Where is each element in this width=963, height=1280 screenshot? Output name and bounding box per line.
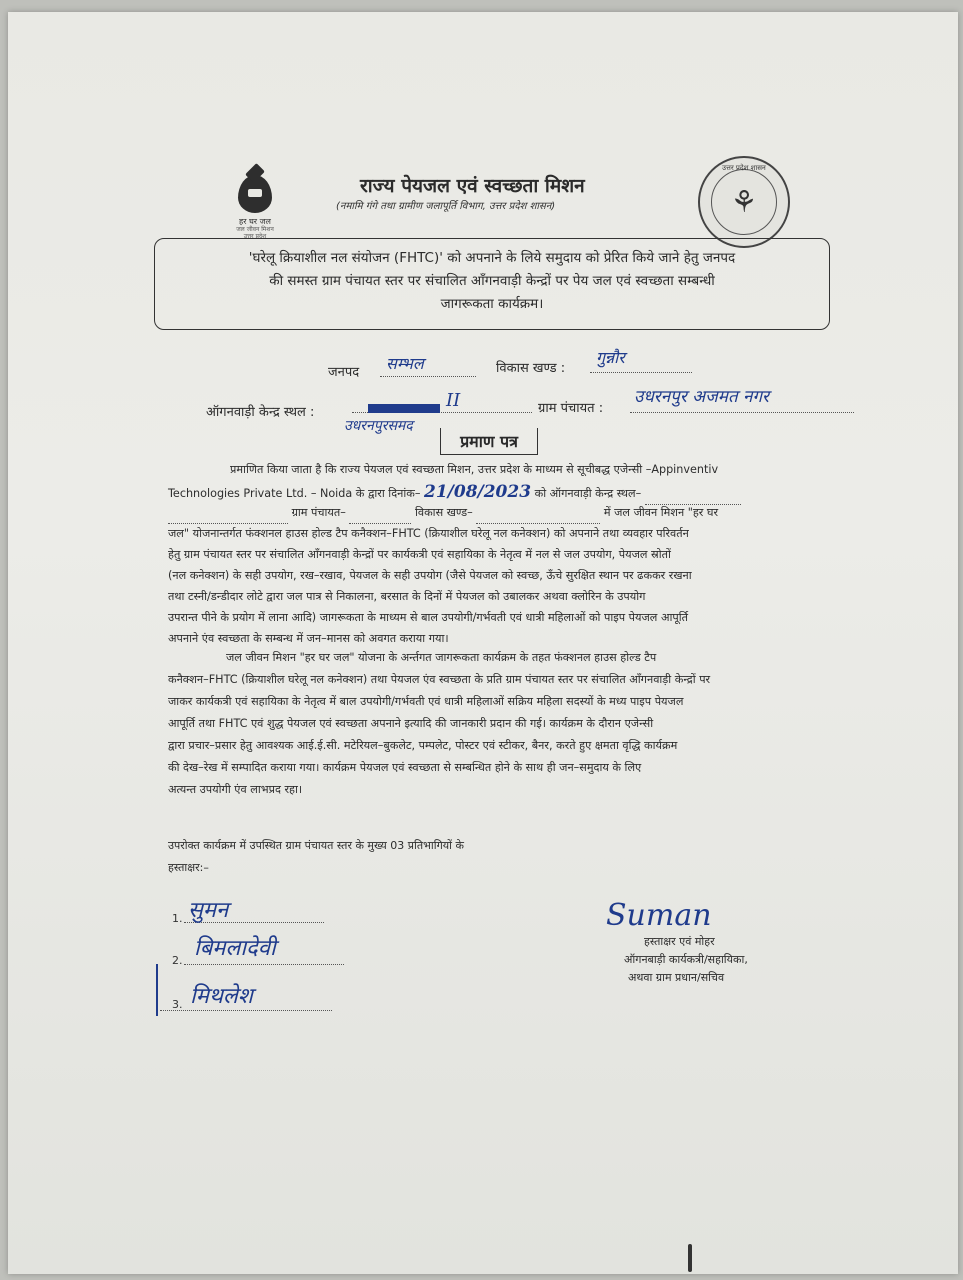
para1-line-5: हेतु ग्राम पंचायत स्तर पर संचालित आँगनवाड़ी केन्द्रों पर कार्यकत्री एवं सहायिका के नेतृत्व में नल से जल उपयोग, पेयजल स्रोतों bbox=[168, 548, 671, 561]
para2-line-4: आपूर्ति तथा FHTC एवं शुद्ध पेयजल एवं स्वच्छता अपनाने इत्यादि की जानकारी प्रदान की गई। कार्यक्रम के दौरान एजेन्सी bbox=[168, 717, 654, 730]
para1-line-3a: ग्राम पंचायत– bbox=[291, 506, 346, 519]
gram-panchayat-value: उधरनपुर अजमत नगर bbox=[634, 387, 769, 407]
para1-line-6: (नल कनेक्शन) के सही उपयोग, रख–रखाव, पेयजल के सही उपयोग (जैसे पेयजल को स्वच्छ, ऊँचे सुरक्षित स्थान पर ढककर रखना bbox=[168, 569, 692, 582]
para1-line-9: अपनाने एंव स्वच्छता के सम्बन्ध में जन–मानस को अवगत कराया गया। bbox=[168, 632, 449, 645]
logo-subtext-1: जल जीवन मिशन bbox=[236, 226, 274, 233]
authority-signature: Suman bbox=[606, 898, 712, 933]
participant-2-signature: बिमलादेवी bbox=[194, 936, 276, 961]
organization-subtitle: (नमामि गंगे तथा ग्रामीण जलापूर्ति विभाग, उत्तर प्रदेश शासन) bbox=[336, 201, 556, 212]
participant-2-number: 2. bbox=[172, 954, 183, 967]
para1-line-7: तथा टस्नी/डन्डीदार लोटे द्वारा जल पात्र से निकालना, बरसात के दिनों में पेयजल को उबालकर अथवा क्लोरिन के उपयोग bbox=[168, 590, 646, 603]
emblem-icon: ⚘ bbox=[711, 169, 777, 235]
para1-line-3b: विकास खण्ड– bbox=[414, 506, 473, 519]
vikas-khand-value: गुन्नौर bbox=[596, 348, 625, 367]
logo-subtext-2: उत्तर प्रदेश bbox=[243, 233, 267, 240]
sign-and-seal-label: हस्ताक्षर एवं मोहर bbox=[644, 935, 715, 948]
logo-text: हर घर जल bbox=[239, 217, 271, 226]
har-ghar-jal-logo bbox=[220, 175, 290, 247]
para2-line-6: की देख–रेख में सम्पादित कराया गया। कार्यक्रम पेयजल एवं स्वच्छता से सम्बन्धित होने के साथ ही जन–समुदाय के लिए bbox=[168, 761, 642, 774]
water-drop-icon bbox=[238, 175, 272, 213]
page-mark bbox=[688, 1244, 692, 1272]
blank-line-2 bbox=[349, 511, 411, 524]
gram-panchayat-label: ग्राम पंचायत : bbox=[538, 401, 604, 416]
participant-3-signature: मिथलेश bbox=[190, 984, 253, 1009]
scratched-out-text bbox=[368, 404, 440, 413]
anganwadi-label: ऑगनवाड़ी केन्द्र स्थल : bbox=[206, 405, 315, 420]
janpad-value: सम्भल bbox=[386, 354, 424, 373]
participants-intro: उपरोक्त कार्यक्रम में उपस्थित ग्राम पंचायत स्तर के मुख्य 03 प्रतिभागियों के bbox=[168, 839, 464, 852]
up-government-seal bbox=[698, 156, 790, 248]
signature-bracket bbox=[156, 964, 158, 1016]
para2-line-2: कनैक्शन–FHTC (क्रियाशील घरेलू नल कनेक्शन) तथा पेयजल एंव स्वच्छता के प्रति ग्राम पंचायत स्तर पर संचालित आँगनवाड़ी केन्द्रों पर bbox=[168, 673, 711, 686]
para2-line-1: जल जीवन मिशन "हर घर जल" योजना के अर्न्तगत जागरूकता कार्यक्रम के तहत फंक्शनल हाउस होल्ड टैप bbox=[226, 651, 657, 664]
para1-line-8: उपरान्त पीने के प्रयोग में लाना आदि) जागरूकता के माध्यम से बाल उपयोगी/गर्भवती एवं धात्री महिलाओं को पाइप पेयजल आपूर्ति bbox=[168, 611, 689, 624]
para1-line-2b: को ऑगनवाड़ी केन्द्र स्थल– bbox=[534, 487, 642, 500]
anganwadi-value: II bbox=[446, 390, 461, 411]
para1-line-3 bbox=[168, 503, 858, 524]
para2-line-5: द्वारा प्रचार–प्रसार हेतु आवश्यक आई.ई.सी. मटेरियल–बुकलेट, पम्पलेट, पोस्टर एवं स्टीकर, बैनर, करते हुए क्षमता वृद्धि कार्यक्रम bbox=[168, 739, 678, 752]
para2-line-7: अत्यन्त उपयोगी एंव लाभप्रद रहा। bbox=[168, 783, 303, 796]
banner-line-1: 'घरेलू क्रियाशील नल संयोजन (FHTC)' को अपनाने के लिये समुदाय को प्रेरित किये जाने हेतु जनपद bbox=[248, 250, 736, 266]
anganwadi-value-2: उधरनपुरसमद bbox=[344, 418, 413, 434]
seal-text: उत्तर प्रदेश शासन bbox=[722, 164, 766, 172]
organization-title: राज्य पेयजल एवं स्वच्छता मिशन bbox=[360, 175, 585, 197]
para2-line-3: जाकर कार्यकत्री एवं सहायिका के नेतृत्व में बाल उपयोगी/गर्भवती एवं धात्री महिलाओं सक्रिय महिला सदस्यों के मध्य पाइप पेयजल bbox=[168, 695, 684, 708]
program-date: 21/08/2023 bbox=[424, 482, 532, 502]
banner-line-3: जागरूकता कार्यक्रम। bbox=[440, 296, 544, 312]
janpad-label: जनपद bbox=[328, 365, 360, 380]
para1-line-2a: Technologies Private Ltd. – Noida के द्वारा दिनांक– bbox=[168, 487, 421, 500]
blank-line-1 bbox=[168, 511, 288, 524]
banner-line-2: की समस्त ग्राम पंचायत स्तर पर संचालित आँगनवाड़ी केन्द्रों पर पेय जल एवं स्वच्छता सम्बन्धी bbox=[269, 273, 715, 289]
program-title-banner bbox=[154, 238, 830, 330]
authority-alternative: अथवा ग्राम प्रधान/सचिव bbox=[628, 971, 725, 984]
para1-line-3c: में जल जीवन मिशन "हर घर bbox=[603, 506, 719, 519]
para1-line-1: प्रमाणित किया जाता है कि राज्य पेयजल एवं स्वच्छता मिशन, उत्तर प्रदेश के माध्यम से सूचीबद्ध एजेन्सी –Appinventiv bbox=[230, 463, 719, 476]
para1-line-2 bbox=[168, 482, 858, 505]
blank-line-3 bbox=[476, 511, 600, 524]
para1-line-4: जल" योजनान्तर्गत फंक्शनल हाउस होल्ड टैप कनैक्शन–FHTC (क्रियाशील घरेलू नल कनेक्शन) को अपनाने तथा व्यवहार परिवर्तन bbox=[168, 527, 689, 540]
participant-1-number: 1. bbox=[172, 912, 183, 925]
participants-signature-label: हस्ताक्षर:– bbox=[168, 861, 209, 874]
participant-3-number: 3. bbox=[172, 998, 183, 1011]
certificate-title: प्रमाण पत्र bbox=[440, 428, 538, 455]
vikas-khand-label: विकास खण्ड : bbox=[496, 361, 566, 376]
authority-designation: ऑगनबाड़ी कार्यकत्री/सहायिका, bbox=[624, 953, 748, 966]
participant-1-signature: सुमन bbox=[188, 898, 229, 923]
